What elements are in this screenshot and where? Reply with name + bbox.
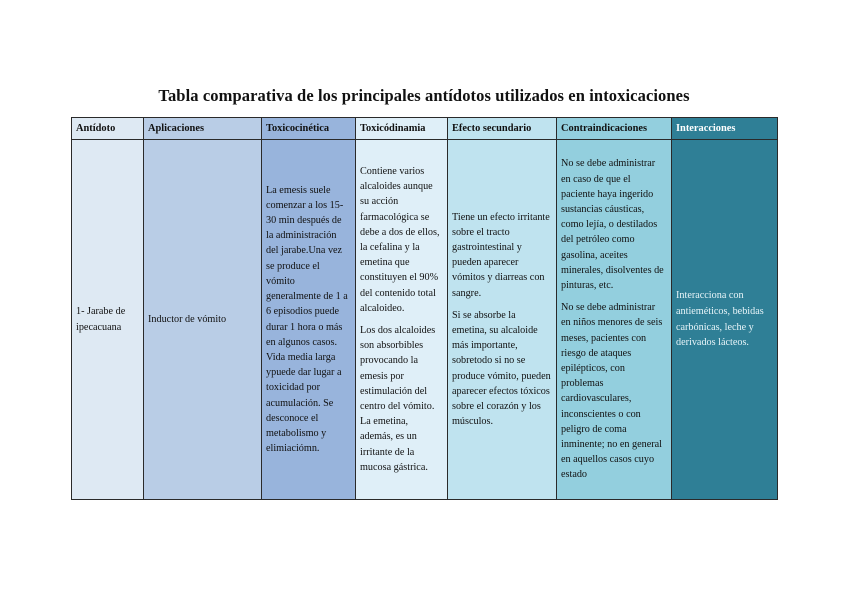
table-row — [72, 140, 778, 500]
header-interacciones: Interacciones — [672, 118, 778, 140]
header-antidoto: Antídoto — [72, 118, 144, 140]
cell-contraindicaciones — [557, 140, 672, 500]
cell-toxicocinetica: La emesis suele comenzar a los 15-30 min después de la administración del jarabe.Una vez se produce el vómito generalmente de 1 a 6 episodios puede durar 1 hora o más en algunos casos. Vida media larga ypuede dar lugar a toxicidad por acumulación. Se desconoce el metabolismo y elimiaciómn. — [262, 140, 356, 500]
contra-paragraph-1: No se debe administrar en caso de que el paciente haya ingerido sustancias cáusticas, como lejía, o destilados del petróleo como gasolina, aceites minerales, disolventes de pinturas, etc. — [561, 158, 664, 291]
header-toxicodinamia: Toxicódinamia — [356, 118, 448, 140]
cell-aplicaciones: Inductor de vómito — [144, 140, 262, 500]
cell-interacciones: Interacciona con antieméticos, bebidas carbónicas, leche y derivados lácteos. — [672, 140, 778, 500]
efecto-paragraph-1: Tiene un efecto irritante sobre el tracto gastrointestinal y pueden aparecer vómitos y diarreas con sangre. — [452, 211, 550, 299]
header-aplicaciones: Aplicaciones — [144, 118, 262, 140]
header-contraindicaciones: Contraindicaciones — [557, 118, 672, 140]
header-toxicocinetica: Toxicocinética — [262, 118, 356, 140]
cell-efecto-secundario — [448, 140, 557, 500]
cell-antidoto: 1- Jarabe de ipecacuana — [72, 140, 144, 500]
contra-paragraph-2: No se debe administrar en niños menores de seis meses, pacientes con riesgo de ataques epilépticos, con problemas cardiovasculares, inconscientes o con peligro de coma inminente; no en general en aquellos casos cuyo estado — [561, 302, 663, 481]
page-title: Tabla comparativa de los principales antídotos utilizados en intoxicaciones — [158, 86, 690, 105]
toxicodinamia-paragraph-2: Los dos alcaloides son absorbibles provocando la emesis por estimulación del centro del vómito. La emetina, además, es un irritante de la mucosa gástrica. — [360, 325, 436, 473]
comparison-table — [71, 117, 778, 500]
cell-toxicodinamia — [356, 140, 448, 500]
toxicodinamia-paragraph-1: Contiene varios alcaloides aunque su acción farmacológica se debe a dos de ellos, la cefalina y la emetina que constituyen el 90% del contenido total alcaloideo. — [360, 165, 440, 314]
header-efecto-secundario: Efecto secundario — [448, 118, 557, 140]
table-header-row — [72, 118, 778, 140]
efecto-paragraph-2: Si se absorbe la emetina, su alcaloide más importante, sobretodo si no se produce vómito, pueden aparecer efectos tóxicos sobre el corazón y los músculos. — [452, 309, 551, 428]
